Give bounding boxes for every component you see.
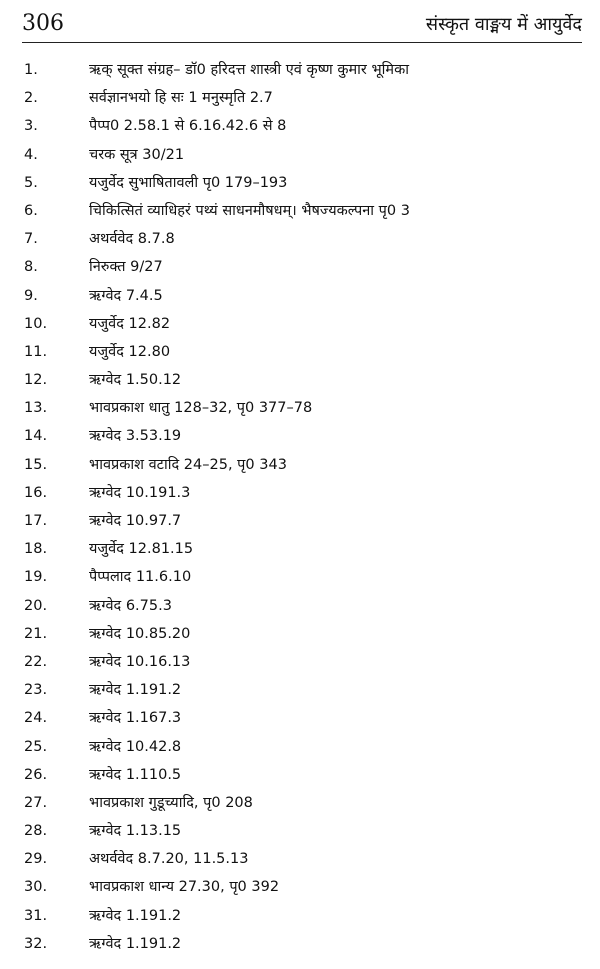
endnote-item xyxy=(0,479,600,507)
endnote-text: भावप्रकाश धान्य 27.30, पृ0 392 xyxy=(89,879,280,896)
endnote-item xyxy=(0,535,600,563)
endnote-number: 11. xyxy=(24,343,48,360)
endnote-item xyxy=(0,873,600,901)
endnote-text: ऋग्वेद 10.42.8 xyxy=(89,738,182,755)
endnote-text: यजुर्वेद 12.81.15 xyxy=(89,541,194,558)
endnote-item xyxy=(0,592,600,620)
endnote-item xyxy=(0,451,600,479)
endnote-item xyxy=(0,56,600,84)
endnote-item xyxy=(0,310,600,338)
endnote-number: 24. xyxy=(24,710,48,727)
page-number: 306 xyxy=(22,11,64,36)
endnote-text: ऋग्वेद 10.191.3 xyxy=(89,484,191,501)
endnote-item xyxy=(0,761,600,789)
running-title: संस्कृत वाङ्मय में आयुर्वेद xyxy=(425,14,582,35)
endnote-number: 26. xyxy=(24,766,48,783)
endnote-text: भावप्रकाश धातु 128–32, पृ0 377–78 xyxy=(89,400,313,417)
endnote-item xyxy=(0,902,600,930)
endnote-item xyxy=(0,366,600,394)
endnote-number: 1. xyxy=(24,62,38,78)
endnote-item xyxy=(0,394,600,422)
endnote-number: 14. xyxy=(24,428,48,445)
endnote-number: 13. xyxy=(24,400,48,417)
endnote-item xyxy=(0,225,600,253)
endnote-text: ऋग्वेद 1.110.5 xyxy=(89,766,182,783)
endnote-number: 31. xyxy=(24,907,48,924)
endnote-number: 23. xyxy=(24,682,48,699)
endnote-text: ऋग्वेद 10.16.13 xyxy=(89,653,191,670)
endnote-number: 2. xyxy=(24,90,38,107)
endnote-text: अथर्ववेद 8.7.20, 11.5.13 xyxy=(89,851,249,868)
endnote-number: 22. xyxy=(24,653,48,670)
endnote-item xyxy=(0,563,600,591)
endnote-text: पैप्प0 2.58.1 से 6.16.42.6 से 8 xyxy=(89,118,287,135)
endnote-text: ऋक् सूक्त संग्रह– डॉ0 हरिदत्त शास्त्री एवं कृष्ण कुमार भूमिका xyxy=(89,62,409,78)
endnote-text: यजुर्वेद 12.80 xyxy=(89,343,171,360)
endnote-number: 3. xyxy=(24,118,38,135)
endnote-number: 30. xyxy=(24,879,48,896)
endnote-item xyxy=(0,169,600,197)
endnote-number: 19. xyxy=(24,569,48,586)
endnote-text: ऋग्वेद 10.85.20 xyxy=(89,625,191,642)
endnote-item xyxy=(0,845,600,873)
endnote-number: 28. xyxy=(24,823,48,840)
endnote-item xyxy=(0,422,600,450)
endnote-text: यजुर्वेद 12.82 xyxy=(89,315,171,332)
endnote-number: 15. xyxy=(24,456,48,473)
endnotes-list xyxy=(0,56,600,958)
endnote-item xyxy=(0,817,600,845)
endnote-text: यजुर्वेद सुभाषितावली पृ0 179–193 xyxy=(89,174,288,191)
endnote-item xyxy=(0,338,600,366)
endnote-text: ऋग्वेद 1.191.2 xyxy=(89,935,182,952)
endnote-text: ऋग्वेद 10.97.7 xyxy=(89,513,182,529)
endnote-number: 5. xyxy=(24,174,38,191)
endnote-text: ऋग्वेद 1.167.3 xyxy=(89,710,182,727)
endnote-number: 10. xyxy=(24,315,48,332)
endnote-item xyxy=(0,930,600,958)
endnote-text: अथर्ववेद 8.7.8 xyxy=(89,231,175,248)
endnote-item xyxy=(0,282,600,310)
endnote-item xyxy=(0,676,600,704)
endnote-number: 9. xyxy=(24,287,38,304)
endnote-text: ऋग्वेद 7.4.5 xyxy=(89,287,163,304)
endnote-number: 32. xyxy=(24,935,48,952)
endnote-item xyxy=(0,253,600,281)
endnote-text: ऋग्वेद 1.191.2 xyxy=(89,907,182,924)
endnote-number: 17. xyxy=(24,513,48,529)
endnote-item xyxy=(0,141,600,169)
page-header xyxy=(22,8,582,43)
endnote-number: 12. xyxy=(24,372,48,389)
endnote-item xyxy=(0,620,600,648)
endnote-item xyxy=(0,733,600,761)
endnote-item xyxy=(0,84,600,112)
endnote-number: 4. xyxy=(24,146,38,163)
endnote-item xyxy=(0,507,600,535)
endnote-number: 6. xyxy=(24,202,38,219)
endnote-text: ऋग्वेद 1.13.15 xyxy=(89,823,182,840)
endnote-item xyxy=(0,704,600,732)
endnote-text: ऋग्वेद 3.53.19 xyxy=(89,428,182,445)
endnote-text: भावप्रकाश गुडूच्यादि, पृ0 208 xyxy=(89,794,253,811)
endnote-number: 18. xyxy=(24,541,48,558)
endnote-number: 21. xyxy=(24,625,48,642)
endnote-number: 25. xyxy=(24,738,48,755)
endnote-item xyxy=(0,648,600,676)
endnote-number: 27. xyxy=(24,794,48,811)
endnote-number: 7. xyxy=(24,231,38,248)
endnote-number: 20. xyxy=(24,597,48,614)
endnote-text: पैप्पलाद 11.6.10 xyxy=(89,569,192,586)
endnote-text: सर्वज्ञानभयो हि सः 1 मनुस्मृति 2.7 xyxy=(89,90,273,107)
endnote-item xyxy=(0,112,600,140)
endnote-text: चिकित्सितं व्याधिहरं पथ्यं साधनमौषधम्। भैषज्यकल्पना पृ0 3 xyxy=(89,202,410,219)
endnote-number: 16. xyxy=(24,484,48,501)
endnote-text: ऋग्वेद 6.75.3 xyxy=(89,597,172,614)
endnote-item xyxy=(0,789,600,817)
endnote-text: चरक सूत्र 30/21 xyxy=(89,146,185,163)
endnote-item xyxy=(0,197,600,225)
endnote-text: भावप्रकाश वटादि 24–25, पृ0 343 xyxy=(89,456,287,473)
endnote-text: निरुक्त 9/27 xyxy=(89,259,163,276)
endnote-number: 29. xyxy=(24,851,48,868)
endnote-text: ऋग्वेद 1.191.2 xyxy=(89,682,182,699)
endnote-text: ऋग्वेद 1.50.12 xyxy=(89,372,182,389)
endnote-number: 8. xyxy=(24,259,38,276)
